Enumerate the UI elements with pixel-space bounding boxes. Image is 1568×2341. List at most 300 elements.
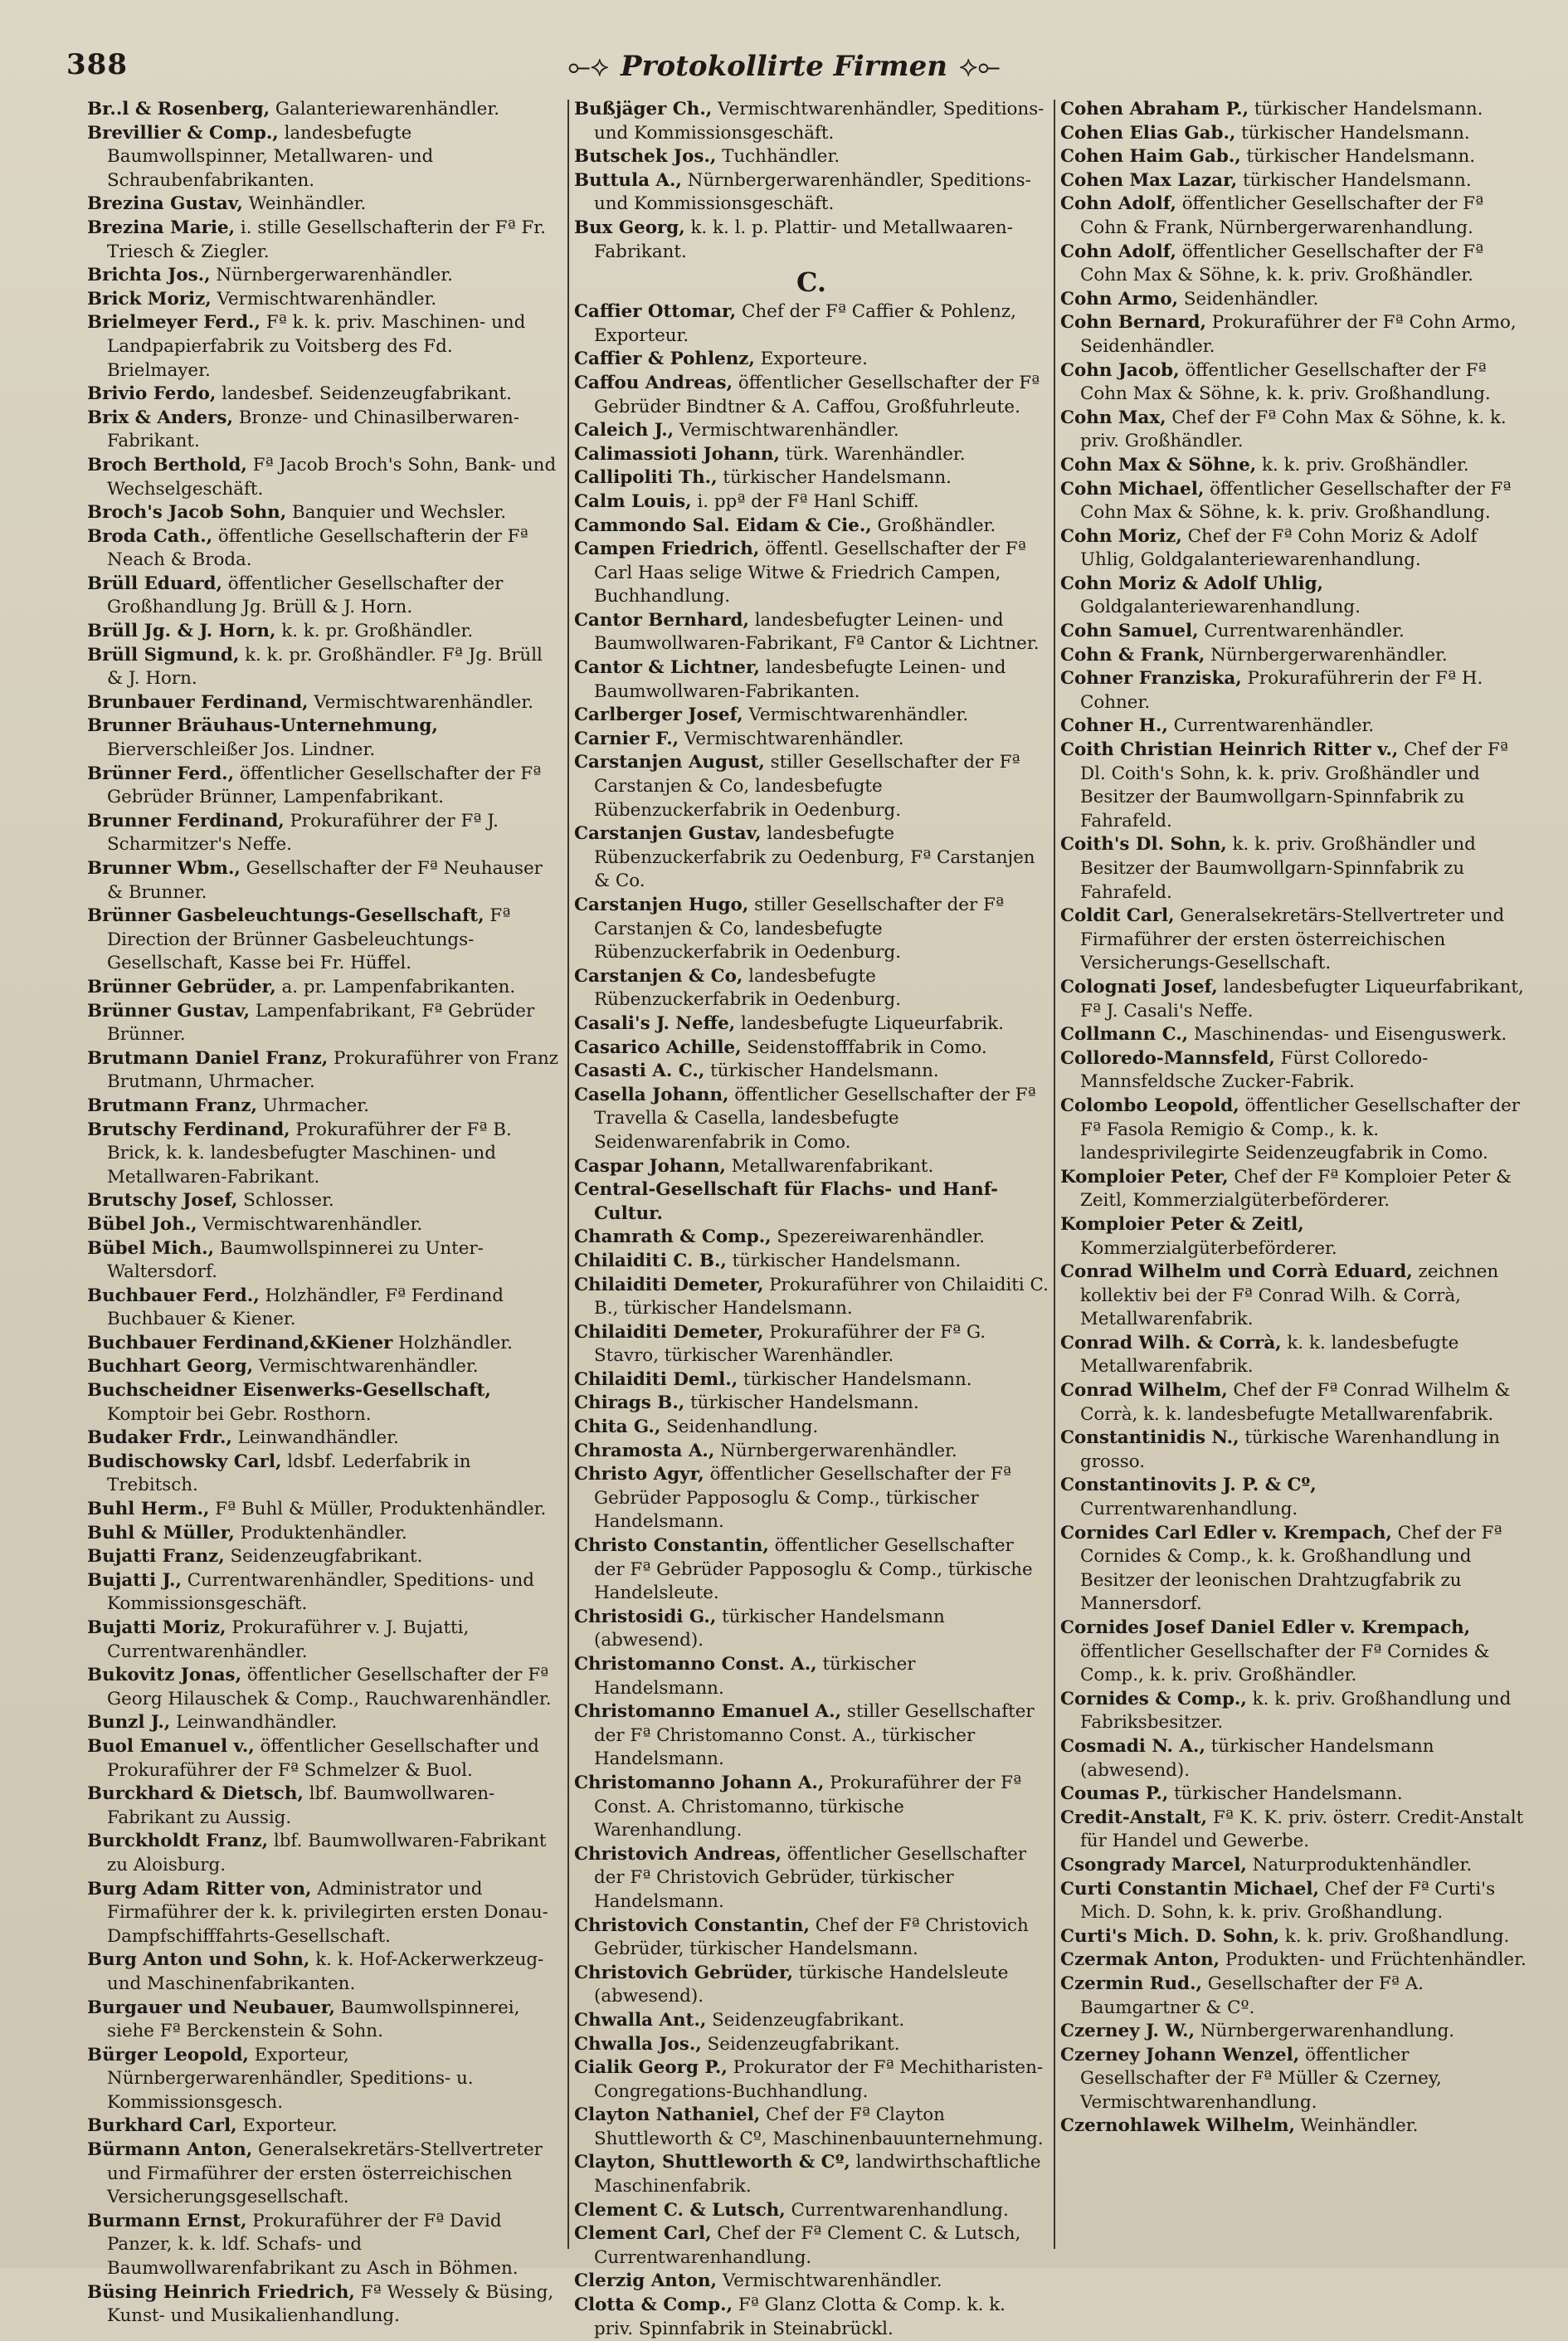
firm-name: Brunner Wbm.,	[87, 858, 241, 879]
firm-entry	[1060, 2114, 1535, 2139]
firm-description: landesbefugte Liqueurfabrik.	[735, 1012, 1004, 1034]
firm-description: landesbefugte Rübenzuckerfabrik zu Oedenburg, Fª Carstanjen & Co.	[594, 823, 1035, 892]
firm-description: Vermischtwarenhändler.	[211, 288, 437, 310]
firm-entry	[87, 1451, 562, 1498]
firm-entry	[87, 714, 562, 762]
firm-description: türkischer Handelsmann.	[1249, 99, 1483, 119]
firm-entry	[1060, 122, 1535, 146]
firm-entry	[87, 1569, 562, 1617]
firm-name: Clayton Nathaniel,	[574, 2104, 761, 2126]
firm-entry	[1060, 1688, 1535, 1735]
firm-name: Chramosta A.,	[574, 1440, 715, 1461]
firm-entry	[1060, 359, 1535, 407]
firm-description: Exporteur.	[236, 2115, 338, 2137]
firm-entry	[574, 1416, 1049, 1440]
firm-name: Brunbauer Ferdinand,	[87, 691, 309, 713]
firm-description: k. k. pr. Großhändler. Fª Jg. Brüll & J. Horn.	[107, 644, 543, 690]
firm-name: Burmann Ernst,	[87, 2210, 247, 2231]
firm-description: Weinhändler.	[242, 193, 367, 215]
firm-entry	[87, 2210, 562, 2281]
firm-description: öffentlicher Gesellschafter der Fª Müller & Czerney, Vermischtwarenhandlung.	[1080, 2044, 1442, 2113]
firm-entry	[87, 691, 562, 715]
firm-name: Brezina Marie,	[87, 217, 236, 238]
firm-entry	[1060, 1973, 1535, 2020]
firm-entry	[87, 1000, 562, 1047]
firm-entry	[87, 1427, 562, 1451]
firm-entry	[87, 1735, 562, 1783]
ornament-right-icon: ⟡⟜	[958, 50, 1001, 83]
firm-description: lbf. Baumwollwaren-Fabrikant zu Aussig.	[107, 1783, 495, 1828]
firm-description: Prokuraführer der Fª Cohn Armo, Seidenhändler.	[1080, 312, 1517, 357]
firm-description: Leinwandhändler.	[170, 1712, 338, 1734]
firm-description: türk. Warenhändler.	[779, 443, 966, 465]
firm-name: Komploier Peter,	[1060, 1166, 1229, 1188]
column-divider	[567, 100, 569, 2249]
firm-entry	[574, 1914, 1049, 1962]
firm-name: Broda Cath.,	[87, 525, 213, 547]
firm-name: Caspar Johann,	[574, 1155, 726, 1177]
firm-entry	[574, 1321, 1049, 1368]
firm-entry	[87, 1545, 562, 1569]
firm-name: Carstanjen & Co,	[574, 965, 743, 987]
firm-name: Cohn Max & Söhne,	[1060, 454, 1257, 476]
firm-entry	[574, 1084, 1049, 1155]
firm-name: Buttula A.,	[574, 169, 682, 191]
firm-description: Holzhändler.	[392, 1332, 513, 1353]
firm-name: Calm Louis,	[574, 490, 692, 512]
firm-entry	[87, 976, 562, 1000]
firm-name: Büsing Heinrich Friedrich,	[87, 2281, 355, 2303]
firm-entry	[87, 1285, 562, 1332]
firm-entry	[574, 515, 1049, 539]
firm-entry	[87, 1189, 562, 1213]
firm-entry	[1060, 1261, 1535, 1332]
firm-name: Brünner Gustav,	[87, 1000, 251, 1022]
firm-name: Conrad Wilhelm und Corrà Eduard,	[1060, 1261, 1413, 1283]
firm-description: Baumwollspinnerei, siehe Fª Berckenstein & Sohn.	[107, 1997, 520, 2042]
firm-description: öffentlicher Gesellschafter der Fª Gebrüder Papposoglu & Comp., türkische Handelsleute.	[594, 1535, 1033, 1604]
firm-description: Chef der Fª Cornides & Comp., k. k. Großhandlung und Besitzer der leonischen Drahtzugfabrik zu Mannersdorf.	[1080, 1522, 1502, 1615]
firm-description: Currentwarenhandlung.	[785, 2199, 1009, 2221]
firm-description: Currentwarenhändler.	[1167, 715, 1375, 737]
firm-description: Nürnbergerwarenhändler.	[1205, 644, 1448, 666]
firm-name: Burgauer und Neubauer,	[87, 1997, 335, 2018]
firm-name: Campen Friedrich,	[574, 539, 760, 560]
firm-entry	[87, 1213, 562, 1237]
firm-name: Brüll Jg. & J. Horn,	[87, 621, 276, 642]
firm-entry	[1060, 145, 1535, 169]
firm-description: Vermischtwarenhändler.	[717, 2270, 942, 2292]
ornament-left-icon: ⟜⟡	[567, 50, 610, 83]
firm-name: Christo Constantin,	[574, 1535, 769, 1557]
firm-name: Casella Johann,	[574, 1084, 729, 1105]
firm-entry	[1060, 478, 1535, 525]
firm-name: Collmann C.,	[1060, 1024, 1189, 1046]
firm-entry	[574, 965, 1049, 1012]
firm-name: Clotta & Comp.,	[574, 2295, 733, 2316]
firm-entry	[87, 1355, 562, 1379]
firm-entry	[87, 1119, 562, 1190]
firm-entry	[1060, 525, 1535, 573]
firm-entry	[574, 1274, 1049, 1321]
firm-name: Christomanno Const. A.,	[574, 1654, 817, 1675]
firm-description: Galanteriewarenhändler.	[270, 99, 499, 119]
firm-description: Prokuraführer v. J. Bujatti, Currentwarenhändler.	[107, 1617, 470, 1662]
firm-name: Carstanjen Hugo,	[574, 895, 749, 915]
firm-entry	[1060, 169, 1535, 193]
firm-description: türkischer Handelsmann.	[726, 1250, 962, 1271]
firm-entry	[87, 525, 562, 573]
firm-description: k. k. priv. Großhändler und Besitzer der Baumwollgarn-Spinnfabrik zu Fahrafeld.	[1080, 834, 1476, 903]
column-right	[1060, 98, 1535, 2243]
firm-name: Curti's Mich. D. Sohn,	[1060, 1925, 1280, 1947]
firm-description: Naturproduktenhändler.	[1246, 1854, 1473, 1875]
firm-entry	[574, 1606, 1049, 1653]
firm-entry	[87, 1878, 562, 1949]
firm-name: Cohen Abraham P.,	[1060, 99, 1249, 119]
firm-description: k. k. priv. Großhandlung und Fabriksbesitzer.	[1080, 1688, 1512, 1734]
firm-name: Clement Carl,	[574, 2223, 712, 2245]
firm-entry	[1060, 288, 1535, 312]
firm-name: Cornides & Comp.,	[1060, 1688, 1247, 1709]
firm-name: Bußjäger Ch.,	[574, 99, 713, 119]
column-left	[87, 98, 562, 2327]
firm-entry	[574, 348, 1049, 372]
firm-entry	[574, 822, 1049, 894]
firm-description: Nürnbergerwarenhändler, Speditions- und Kommissionsgeschäft.	[594, 169, 1031, 215]
firm-description: landesbefugte Leinen- und Baumwollwaren-Fabrikanten.	[594, 657, 1006, 702]
firm-name: Komploier Peter & Zeitl,	[1060, 1213, 1304, 1235]
firm-name: Chwalla Jos.,	[574, 2033, 702, 2055]
firm-name: Czerney J. W.,	[1060, 2021, 1195, 2042]
firm-description: Prokuraführer der Fª J. Scharmitzer's Neffe.	[107, 810, 499, 856]
firm-name: Brünner Gasbeleuchtungs-Gesellschaft,	[87, 905, 485, 927]
firm-entry	[574, 1843, 1049, 1914]
firm-name: Brick Moriz,	[87, 288, 212, 310]
firm-entry	[87, 857, 562, 905]
firm-entry	[87, 122, 562, 193]
firm-description: türkischer Handelsmann.	[717, 467, 952, 489]
firm-name: Brix & Anders,	[87, 407, 233, 428]
firm-entry	[87, 1617, 562, 1664]
firm-description: Spezereiwarenhändler.	[771, 1227, 985, 1248]
firm-description: Vermischtwarenhändler.	[674, 420, 899, 441]
firm-name: Burckholdt Franz,	[87, 1831, 269, 1852]
firm-entry	[87, 1522, 562, 1546]
firm-entry	[87, 288, 562, 312]
firm-description: Prokuraführerin der Fª H. Cohner.	[1080, 668, 1483, 713]
firm-name: Christo Agyr,	[574, 1464, 704, 1485]
firm-description: Seidenzeugfabrikant.	[706, 2009, 905, 2031]
firm-description: öffentlicher Gesellschafter der Fª Fasola Remigio & Comp., k. k. landesprivilegirte Seidenzeugfabrik in Como.	[1080, 1095, 1521, 1164]
firm-description: Administrator und Firmaführer der k. k. privilegirten ersten Donau-Dampfschifffahrts-Gesellschaft.	[107, 1878, 548, 1947]
firm-description: Generalsekretärs-Stellvertreter und Firmaführer der ersten österreichischen Versicherungsgesellschaft.	[107, 2139, 543, 2208]
firm-description: Kommerzialgüterbeförderer.	[1080, 1237, 1337, 1259]
firm-entry	[87, 905, 562, 976]
firm-entry	[574, 1440, 1049, 1464]
firm-entry	[574, 538, 1049, 609]
firm-name: Conrad Wilh. & Corrà,	[1060, 1332, 1282, 1353]
firm-description: Chef der Fª Cohn Max & Söhne, k. k. priv. Großhändler.	[1080, 407, 1507, 452]
firm-name: Chita G.,	[574, 1417, 661, 1438]
firm-name: Brüll Sigmund,	[87, 644, 240, 666]
firm-name: Cornides Carl Edler v. Krempach,	[1060, 1522, 1392, 1544]
firm-description: Maschinendas- und Eisenguswerk.	[1188, 1024, 1507, 1046]
firm-entry	[87, 407, 562, 454]
firm-name: Bürmann Anton,	[87, 2139, 253, 2161]
firm-entry	[574, 1012, 1049, 1036]
firm-description: Gesellschafter der Fª A. Baumgartner & Cº.	[1080, 1973, 1424, 2018]
firm-name: Cohn Max,	[1060, 407, 1166, 428]
firm-entry	[1060, 714, 1535, 739]
firm-description: Leinwandhändler.	[231, 1427, 399, 1449]
firm-description: Produktenhändler.	[234, 1522, 407, 1544]
firm-name: Bunzl J.,	[87, 1712, 171, 1734]
firm-description: lbf. Baumwollwaren-Fabrikant zu Aloisburg.	[107, 1831, 547, 1875]
firm-entry	[574, 751, 1049, 822]
firm-name: Brunner Ferdinand,	[87, 810, 285, 832]
firm-entry	[1060, 1379, 1535, 1427]
firm-name: Cohn Michael,	[1060, 478, 1205, 500]
firm-entry	[574, 728, 1049, 752]
firm-name: Caffier Ottomar,	[574, 301, 737, 323]
firm-description: türkischer Handelsmann.	[684, 1392, 919, 1414]
firm-name: Cialik Georg P.,	[574, 2057, 728, 2079]
firm-description: landesbefugte Rübenzuckerfabrik in Oedenburg.	[594, 965, 902, 1011]
firm-name: Cantor Bernhard,	[574, 609, 749, 631]
firm-entry	[87, 2044, 562, 2115]
firm-entry	[1060, 1047, 1535, 1095]
firm-name: Christomanno Emanuel A.,	[574, 1701, 842, 1723]
firm-name: Burkhard Carl,	[87, 2115, 237, 2137]
firm-description: Prokuraführer von Chilaiditi C. B., türkischer Handelsmann.	[594, 1274, 1049, 1319]
firm-entry	[87, 810, 562, 857]
firm-description: Schlosser.	[237, 1190, 334, 1212]
firm-name: Cohner Franziska,	[1060, 668, 1242, 690]
running-title-text: Protokollirte Firmen	[621, 50, 947, 83]
firm-entry	[87, 217, 562, 264]
firm-description: Bierverschleißer Jos. Lindner.	[107, 739, 376, 761]
firm-entry	[574, 2270, 1049, 2294]
firm-name: Christovich Gebrüder,	[574, 1962, 794, 1983]
firm-entry	[574, 443, 1049, 467]
firm-entry	[87, 1783, 562, 1830]
firm-entry	[1060, 1925, 1535, 1949]
firm-entry	[574, 1772, 1049, 1843]
firm-entry	[1060, 739, 1535, 833]
firm-entry	[574, 490, 1049, 515]
firm-description: öffentlicher Gesellschafter und Prokuraführer der Fª Schmelzer & Buol.	[107, 1735, 539, 1781]
firm-description: landesbefugte Baumwollspinner, Metallwaren- und Schraubenfabrikanten.	[107, 122, 434, 191]
firm-entry	[87, 2139, 562, 2210]
firm-description: Prokuraführer der Fª David Panzer, k. k. ldf. Schafs- und Baumwollwarenfabrikant zu Asch in Böhmen.	[107, 2210, 519, 2280]
firm-entry	[87, 620, 562, 644]
firm-entry	[1060, 1023, 1535, 1047]
firm-name: Chamrath & Comp.,	[574, 1227, 772, 1248]
firm-name: Chilaiditi Deml.,	[574, 1368, 738, 1390]
firm-description: landesbefugter Liqueurfabrikant, Fª J. Casali's Neffe.	[1080, 976, 1524, 1022]
firm-description: Vermischtwarenhändler.	[308, 691, 534, 713]
firm-description: Chef der Fª Komploier Peter & Zeitl, Kommerzialgüterbeförderer.	[1080, 1166, 1512, 1212]
firm-entry	[1060, 454, 1535, 478]
firm-description: k. k. priv. Großhandlung.	[1279, 1925, 1510, 1947]
firm-description: Seidenzeugfabrikant.	[224, 1546, 423, 1568]
firm-name: Brielmeyer Ferd.,	[87, 312, 261, 334]
firm-name: Chilaiditi Demeter,	[574, 1321, 764, 1343]
firm-name: Carstanjen Gustav,	[574, 823, 762, 845]
firm-name: Burg Adam Ritter von,	[87, 1878, 312, 1900]
firm-name: Cosmadi N. A.,	[1060, 1735, 1205, 1757]
firm-name: Clement C. & Lutsch,	[574, 2199, 786, 2221]
firm-description: Currentwarenhändler, Speditions- und Kommissionsgeschäft.	[107, 1569, 534, 1615]
firm-description: Chef der Fª Conrad Wilhelm & Corrà, k. k. landesbefugte Metallwarenfabrik.	[1080, 1380, 1511, 1425]
firm-entry	[87, 573, 562, 620]
firm-description: ldsbf. Lederfabrik in Trebitsch.	[107, 1451, 471, 1496]
firm-entry	[1060, 1807, 1535, 1854]
firm-name: Czermak Anton,	[1060, 1949, 1220, 1971]
firm-description: Currentwarenhändler.	[1198, 621, 1405, 642]
firm-name: Curti Constantin Michael,	[1060, 1878, 1319, 1900]
firm-entry	[1060, 1617, 1535, 1688]
firm-name: Brüll Eduard,	[87, 573, 222, 594]
firm-description: Fª Jacob Broch's Sohn, Bank- und Wechselgeschäft.	[107, 454, 557, 500]
firm-entry	[87, 1711, 562, 1735]
firm-description: landwirthschaftliche Maschinenfabrik.	[594, 2152, 1041, 2197]
firm-description: Currentwarenhandlung.	[1080, 1499, 1298, 1520]
firm-entry	[574, 1060, 1049, 1084]
firm-description: öffentlicher Gesellschafter der Fª Gebrüder Papposoglu & Comp., türkischer Handelsmann.	[594, 1464, 1011, 1533]
firm-name: Brutmann Franz,	[87, 1095, 257, 1116]
firm-name: Brutschy Josef,	[87, 1190, 238, 1212]
firm-description: Prokuraführer der Fª B. Brick, k. k. landesbefugter Maschinen- und Metallwaren-Fabrikant.	[107, 1119, 512, 1188]
firm-description: Nürnbergerwarenhändler.	[210, 265, 453, 286]
firm-name: Broch's Jacob Sohn,	[87, 502, 287, 524]
firm-description: k. k. priv. Großhändler.	[1256, 454, 1469, 476]
firm-description: Prokurator der Fª Mechitharisten-Congregations-Buchhandlung.	[594, 2057, 1044, 2102]
firm-description: öffentlicher Gesellschafter der Fª Travella & Casella, landesbefugte Seidenwarenfabrik in Como.	[594, 1084, 1036, 1153]
firm-entry	[574, 169, 1049, 217]
firm-entry	[1060, 311, 1535, 358]
firm-description: Generalsekretärs-Stellvertreter und Firmaführer der ersten österreichischen Versicherungs-Gesellschaft.	[1080, 905, 1505, 974]
firm-entry	[1060, 644, 1535, 668]
firm-name: Carlberger Josef,	[574, 705, 743, 726]
firm-name: Cohen Max Lazar,	[1060, 169, 1238, 191]
firm-name: Caleich J.,	[574, 420, 674, 441]
firm-description: stiller Gesellschafter der Fª Carstanjen & Co, landesbefugte Rübenzuckerfabrik in Oedenburg.	[594, 752, 1020, 821]
firm-description: Bronze- und Chinasilberwaren-Fabrikant.	[107, 407, 520, 452]
firm-entry	[87, 193, 562, 217]
firm-description: Großhändler.	[871, 515, 996, 536]
firm-name: Caffou Andreas,	[574, 372, 733, 393]
firm-entry	[87, 98, 562, 122]
firm-entry	[87, 1498, 562, 1522]
firm-entry	[574, 2199, 1049, 2223]
firm-name: Br..l & Rosenberg,	[87, 99, 270, 119]
firm-entry	[87, 1047, 562, 1095]
firm-name: Buchhart Georg,	[87, 1356, 254, 1378]
firm-entry	[1060, 667, 1535, 714]
firm-description: Fª Wessely & Büsing, Kunst- und Musikalienhandlung.	[107, 2281, 554, 2327]
firm-name: Bukovitz Jonas,	[87, 1665, 242, 1686]
firm-entry	[574, 1368, 1049, 1392]
firm-description: k. k. pr. Großhändler.	[275, 621, 474, 642]
firm-description: Produkten- und Früchtenhändler.	[1220, 1949, 1527, 1971]
firm-name: Cohn Adolf,	[1060, 241, 1176, 262]
firm-entry	[574, 300, 1049, 348]
firm-name: Coith Christian Heinrich Ritter v.,	[1060, 739, 1399, 761]
firm-description: türkischer Handelsmann.	[1240, 146, 1476, 168]
firm-entry	[87, 264, 562, 288]
firm-description: Prokuraführer der Fª G. Stavro, türkischer Warenhändler.	[594, 1321, 986, 1367]
firm-entry	[87, 1237, 562, 1285]
firm-entry	[574, 1036, 1049, 1061]
firm-description: Holzhändler, Fª Ferdinand Buchbauer & Kiener.	[107, 1285, 504, 1330]
firm-name: Carnier F.,	[574, 728, 679, 749]
page-number: 388	[66, 48, 128, 81]
firm-name: Credit-Anstalt,	[1060, 1807, 1208, 1828]
firm-name: Central-Gesellschaft für Flachs- und Hanf-Cultur.	[574, 1179, 999, 1224]
firm-entry	[574, 1250, 1049, 1274]
firm-description: Metallwarenfabrikant.	[725, 1155, 934, 1177]
firm-entry	[574, 372, 1049, 419]
firm-description: türkische Warenhandlung in grosso.	[1080, 1427, 1500, 1472]
firm-entry	[574, 217, 1049, 264]
firm-entry	[87, 1095, 562, 1119]
firm-name: Brünner Ferd.,	[87, 763, 235, 784]
firm-name: Coumas P.,	[1060, 1783, 1169, 1805]
firm-name: Cohn Adolf,	[1060, 193, 1176, 215]
firm-description: Chef der Fª Christovich Gebrüder, türkischer Handelsmann.	[594, 1914, 1029, 1960]
firm-name: Colognati Josef,	[1060, 976, 1218, 997]
firm-name: Bübel Joh.,	[87, 1213, 197, 1235]
firm-entry	[87, 454, 562, 501]
firm-description: Chef der Fª Cohn Moriz & Adolf Uhlig, Goldgalanteriewarenhandlung.	[1080, 525, 1478, 571]
firm-description: Fª Direction der Brünner Gasbeleuchtungs-Gesellschaft, Kasse bei Fr. Hüffel.	[107, 905, 511, 974]
firm-name: Calimassioti Johann,	[574, 443, 780, 465]
firm-description: zeichnen kollektiv bei der Fª Conrad Wilh. & Corrà, Metallwarenfabrik.	[1080, 1261, 1499, 1330]
firm-description: Exporteur, Nürnbergerwarenhändler, Speditions- u. Kommissionsgesch.	[107, 2044, 474, 2113]
firm-entry	[87, 1664, 562, 1711]
firm-description: öffentliche Gesellschafterin der Fª Neach & Broda.	[107, 525, 528, 571]
firm-name: Bujatti Moriz,	[87, 1617, 226, 1638]
firm-description: Prokuraführer von Franz Brutmann, Uhrmacher.	[107, 1047, 558, 1093]
firm-entry	[1060, 833, 1535, 905]
firm-name: Casali's J. Neffe,	[574, 1012, 736, 1034]
firm-description: Nürnbergerwarenhandlung.	[1195, 2021, 1455, 2042]
firm-description: Goldgalanteriewarenhandlung.	[1080, 597, 1361, 618]
firm-name: Coldit Carl,	[1060, 905, 1175, 927]
firm-description: Seidenhändler.	[1178, 288, 1319, 310]
firm-description: stiller Gesellschafter der Fª Christomanno Const. A., türkischer Handelsmann.	[594, 1701, 1035, 1770]
firm-name: Broch Berthold,	[87, 454, 247, 476]
firm-name: Colombo Leopold,	[1060, 1095, 1239, 1116]
firm-name: Buchbauer Ferdinand,&Kiener	[87, 1332, 393, 1353]
firm-description: Fª K. K. priv. österr. Credit-Anstalt für Handel und Gewerbe.	[1080, 1807, 1524, 1852]
firm-name: Chilaiditi Demeter,	[574, 1274, 764, 1295]
firm-entry	[1060, 193, 1535, 240]
firm-description: k. k. landesbefugte Metallwarenfabrik.	[1080, 1332, 1459, 1378]
firm-description: Seidenstofffabrik in Como.	[741, 1036, 987, 1058]
firm-description: Vermischtwarenhändler, Speditions- und Kommissionsgeschäft.	[594, 99, 1045, 144]
firm-name: Buhl & Müller,	[87, 1522, 235, 1544]
firm-entry	[574, 1155, 1049, 1179]
firm-entry	[1060, 98, 1535, 122]
firm-description: öffentlicher Gesellschafter der Fª Cohn Max & Söhne, k. k. priv. Großhandlung.	[1080, 359, 1491, 405]
firm-entry	[87, 1948, 562, 1996]
firm-name: Buol Emanuel v.,	[87, 1735, 255, 1757]
firm-name: Budaker Frdr.,	[87, 1427, 232, 1449]
firm-name: Brivio Ferdo,	[87, 383, 217, 405]
